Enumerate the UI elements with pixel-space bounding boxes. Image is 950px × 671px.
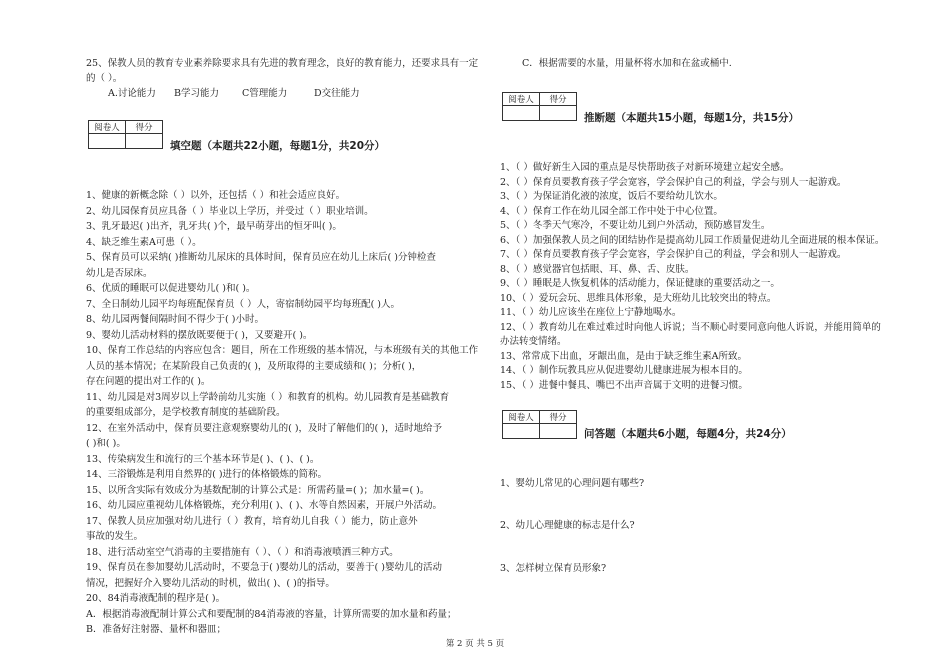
- fill-question-line: 8、幼儿园两餐间隔时间不得少于( )小时。: [86, 314, 264, 325]
- fill-question-line: 人员的基本情况；在某阶段自己负责的( )，及所取得的主要成绩和( )；分析( )，: [86, 360, 422, 372]
- page-footer: 第 2 页 共 5 页: [445, 639, 505, 649]
- q25-option-d: D交往能力: [314, 88, 360, 99]
- score-box-qa: [502, 410, 577, 439]
- judge-question-line: 3、（ ）为保证消化液的浓度，饭后不要给幼儿饮水。: [500, 191, 723, 202]
- fill-question-line: 18、进行活动室空气消毒的主要措施有（ ）、（ ）和消毒液喷洒三种方式。: [86, 546, 399, 558]
- section-title-fill: 填空题（本题共22小题，每题1分，共20分）: [170, 140, 386, 152]
- fill-question-line: 7、全日制幼儿园平均每班配保育员（ ）人，寄宿制幼园平均每班配( )人。: [86, 298, 400, 310]
- judge-question-line: 15、（ ）进餐中餐具、嘴巴不出声音属于文明的进餐习惯。: [500, 379, 748, 391]
- fill-question-line: 6、优质的睡眠可以促进婴幼儿( )和( )。: [86, 283, 256, 294]
- judge-question-line: 7、（ ）保育员要教育孩子学会宽容，学会保护自己的利益，学会和别人一起游戏。: [500, 249, 847, 260]
- fill-question-line: 20、84消毒液配制的程序是( )。: [86, 593, 226, 604]
- fill-question-line: B．准备好注射器、量杯和器皿；: [86, 624, 226, 635]
- fill-question-line: 1、健康的新概念除（ ）以外，还包括（ ）和社会适应良好。: [86, 190, 346, 201]
- qa-question-1: 1、婴幼儿常见的心理问题有哪些?: [500, 478, 645, 489]
- judge-question-line: 5、（ ）冬季天气寒冷，不要让幼儿到户外活动，预防感冒发生。: [500, 220, 771, 231]
- fill-question-line: 10、保育工作总结的内容应包含：题目，所在工作班级的基本情况，与本班级有关的其他工作: [86, 345, 479, 356]
- section-title-qa: 问答题（本题共6小题，每题4分，共24分）: [584, 428, 792, 440]
- judge-question-line: 12、（ ）教育幼儿在难过难过时向他人诉说；当不顺心时要同意向他人诉说，并能用简单的: [500, 321, 881, 333]
- judge-question-line: 14、（ ）制作玩教具应从促进婴幼儿健康进展为根本目的。: [500, 365, 748, 376]
- judge-question-line: 2、（ ）保育员要教育孩子学会宽容，学会保护自己的利益，学会与别人一起游戏。: [500, 176, 847, 188]
- fill-question-line: 5、保育员可以采纳( )推断幼儿尿床的具体时间，保育员应在幼儿上床后( )分钟检查: [86, 252, 436, 263]
- fill-question-line: 2、幼儿园保育员应具备（ ）毕业以上学历，并受过（ ）职业培训。: [86, 205, 374, 217]
- score-box-grader: 阅卷人: [89, 121, 126, 134]
- q25-line2: 的（ ）。: [86, 73, 123, 84]
- score-box-score: 得分: [540, 411, 577, 424]
- fill-question-line: 事故的发生。: [86, 531, 144, 542]
- fill-question-line: 3、乳牙最迟( )出齐，乳牙共( )个，最早萌芽出的恒牙叫( )。: [86, 221, 342, 232]
- fill-question-line: ( )和( )。: [86, 438, 126, 449]
- fill-question-line: 17、保教人员应加强对幼儿进行（ ）教育，培育幼儿自我（ ）能力，防止意外: [86, 515, 418, 527]
- fill-question-line: 的重要组成部分，是学校教育制度的基础阶段。: [86, 407, 286, 418]
- fill-question-line: 9、婴幼儿活动材料的摆放既要便于( )，又要避开( )。: [86, 329, 313, 341]
- fill-question-line: 15、以所含实际有效成分为基数配制的计算公式是：所需药量=( )；加水量=( )。: [86, 484, 430, 496]
- q20-option-c: C．根据需要的水量，用量杯将水加和在盆或桶中.: [522, 58, 732, 69]
- fill-question-line: 14、三浴锻炼是利用自然界的( )进行的体格锻炼的简称。: [86, 469, 328, 480]
- fill-question-line: 12、在室外活动中，保育员要注意观察婴幼儿的( )，及时了解他们的( )，适时地给予: [86, 422, 442, 434]
- judge-question-line: 1、（ ）做好新生入园的重点是尽快帮助孩子对新环境建立起安全感。: [500, 162, 790, 173]
- fill-question-line: 19、保育员在参加婴幼儿活动时，不要急于( )婴幼儿的活动，要善于( )婴幼儿的活动: [86, 562, 442, 573]
- fill-question-line: 存在问题的提出对工作的( )。: [86, 376, 211, 387]
- judge-question-line: 10、（ ）爱玩会玩、思维具体形象，是大班幼儿比较突出的特点。: [500, 292, 777, 304]
- qa-question-3: 3、怎样树立保育员形象?: [500, 563, 607, 574]
- score-box-grader: 阅卷人: [503, 93, 540, 106]
- score-box-score: 得分: [126, 121, 163, 134]
- fill-question-line: 情况，把握好介入婴幼儿活动的时机，做出( )、( )的指导。: [86, 577, 335, 589]
- fill-question-line: 4、缺乏维生素A可患（ ）。: [86, 236, 202, 248]
- q25-line1: 25、保教人员的教育专业素养除要求具有先进的教育理念，良好的教育能力，还要求具有一定: [86, 58, 479, 69]
- fill-question-line: 幼儿是否尿床。: [86, 267, 153, 279]
- q25-option-a: A.讨论能力: [108, 88, 156, 99]
- judge-question-line: 8、（ ）感觉器官包括眼、耳、鼻、舌、皮肤。: [500, 263, 695, 275]
- score-box-grader: 阅卷人: [503, 411, 540, 424]
- section-title-judge: 推断题（本题共15小题，每题1分，共15分）: [584, 112, 800, 124]
- judge-question-line: 6、（ ）加强保教人员之间的团结协作是提高幼儿园工作质量促进幼儿全面进展的根本保证。: [500, 234, 885, 246]
- judge-question-line: 11、（ ）幼儿应该坐在座位上宁静地喝水。: [500, 307, 682, 318]
- fill-question-line: 11、幼儿园是对3周岁以上学龄前幼儿实施（ ）和教育的机构。幼儿园教育是基础教育: [86, 391, 450, 403]
- score-box-fill: [88, 120, 163, 149]
- q25-option-c: C管理能力: [242, 88, 288, 99]
- fill-question-line: 13、传染病发生和流行的三个基本环节是( )、( )、( )。: [86, 453, 320, 465]
- judge-question-line: 4、（ ）保育工作在幼儿园全部工作中处于中心位置。: [500, 205, 723, 217]
- score-box-score: 得分: [540, 93, 577, 106]
- qa-question-2: 2、幼儿心理健康的标志是什么?: [500, 520, 635, 531]
- fill-question-line: 16、幼儿园应重视幼儿体格锻炼，充分利用( )、( )、水等自然因素，开展户外活动。: [86, 500, 442, 511]
- q25-option-b: B学习能力: [174, 88, 219, 99]
- judge-question-line: 9、（ ）睡眠是人恢复机体的活动能力，保证健康的重要活动之一。: [500, 278, 780, 289]
- fill-question-line: A．根据消毒液配制计算公式和要配制的84消毒液的容量，计算所需要的加水量和药量；: [86, 608, 457, 620]
- judge-question-line: 13、常常成下出血，牙龈出血，是由于缺乏维生素A所致。: [500, 350, 747, 362]
- judge-question-line: 办法转变情绪。: [500, 336, 567, 347]
- score-box-judge: [502, 92, 577, 121]
